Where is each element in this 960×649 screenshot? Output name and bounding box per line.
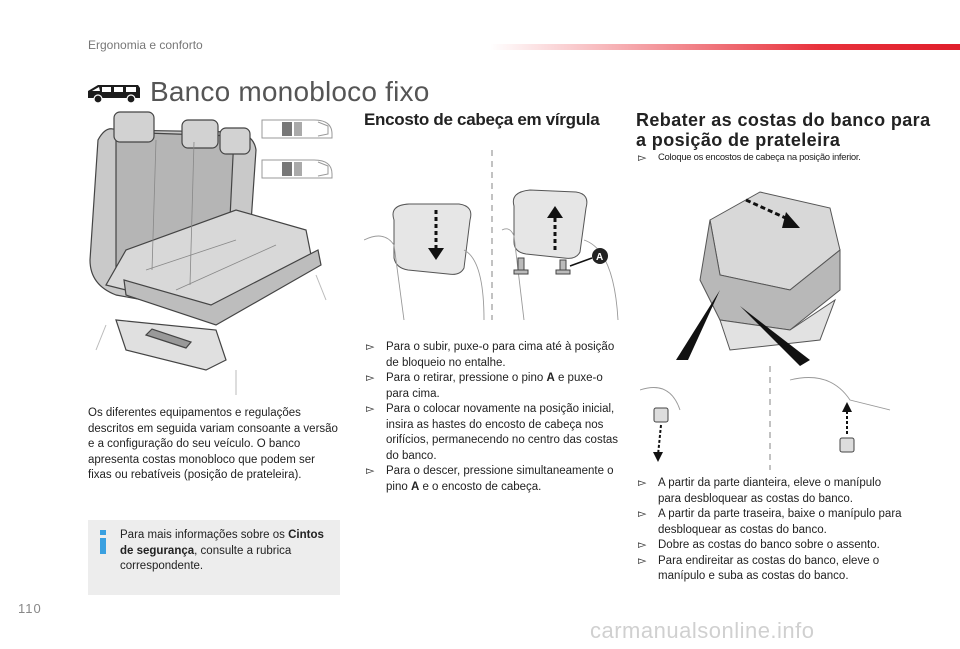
van-topview-illustration: [258, 114, 338, 190]
info-text-bold: Cintos de segurança: [120, 529, 324, 557]
headrest-illustration: [364, 150, 620, 320]
section-title: Ergonomia e conforto: [88, 38, 203, 52]
list-item: ▻ Para o subir, puxe-o para cima até à posição de bloqueio no entalhe.: [366, 341, 615, 369]
info-text: [120, 528, 336, 575]
intro-paragraph: Os diferentes equipamentos e regulações descritos em seguida variam consoante a versão e a configuração do seu veículo. O banco apresenta costas monobloco que podem ser fixas ou rebatíveis (posição de prateleira).: [88, 407, 338, 481]
info-text-post: , consulte a rubrica correspondente.: [120, 544, 292, 572]
list-item: ▻ Coloque os encostos de cabeça na posição inferior.: [638, 152, 861, 164]
list-item: ▻ Para o descer, pressione simultaneamente o pino A e o encosto de cabeça.: [366, 465, 614, 493]
list-item: ▻ A partir da parte traseira, baixe o manípulo para desbloquear as costas do banco.: [638, 508, 902, 536]
list-item: ▻ Dobre as costas do banco sobre o assento.: [638, 539, 880, 551]
list-item: ▻ A partir da parte dianteira, eleve o manípulo para desbloquear as costas do banco.: [638, 477, 882, 505]
headrest-instructions: [364, 340, 620, 495]
pin-a-label: A: [596, 252, 604, 263]
list-item: ▻ Para o colocar novamente na posição inicial, insira as hastes do encosto de cabeça nos orifícios, permanecendo no centro das costas do banco.: [366, 403, 619, 462]
fold-instructions: [636, 476, 904, 585]
header-accent-bar: [490, 44, 960, 50]
info-icon: [98, 530, 108, 554]
list-item: ▻ Para endireitar as costas do banco, eleve o manípulo e suba as costas do banco.: [638, 554, 880, 582]
van-icon: [86, 82, 142, 104]
fold-heading: Rebater as costas do banco para a posição de prateleira: [636, 110, 931, 150]
info-text-pre: Para mais informações sobre os: [120, 529, 289, 541]
list-item: ▻ Para o retirar, pressione o pino A e puxe-o para cima.: [366, 372, 603, 400]
fold-intro: [636, 152, 936, 164]
fold-seat-illustration: [640, 180, 910, 470]
watermark: carmanualsonline.info: [590, 618, 815, 643]
headrest-heading: Encosto de cabeça em vírgula: [364, 110, 600, 129]
page-title: Banco monobloco fixo: [150, 76, 430, 107]
page-number: 110: [18, 601, 42, 616]
